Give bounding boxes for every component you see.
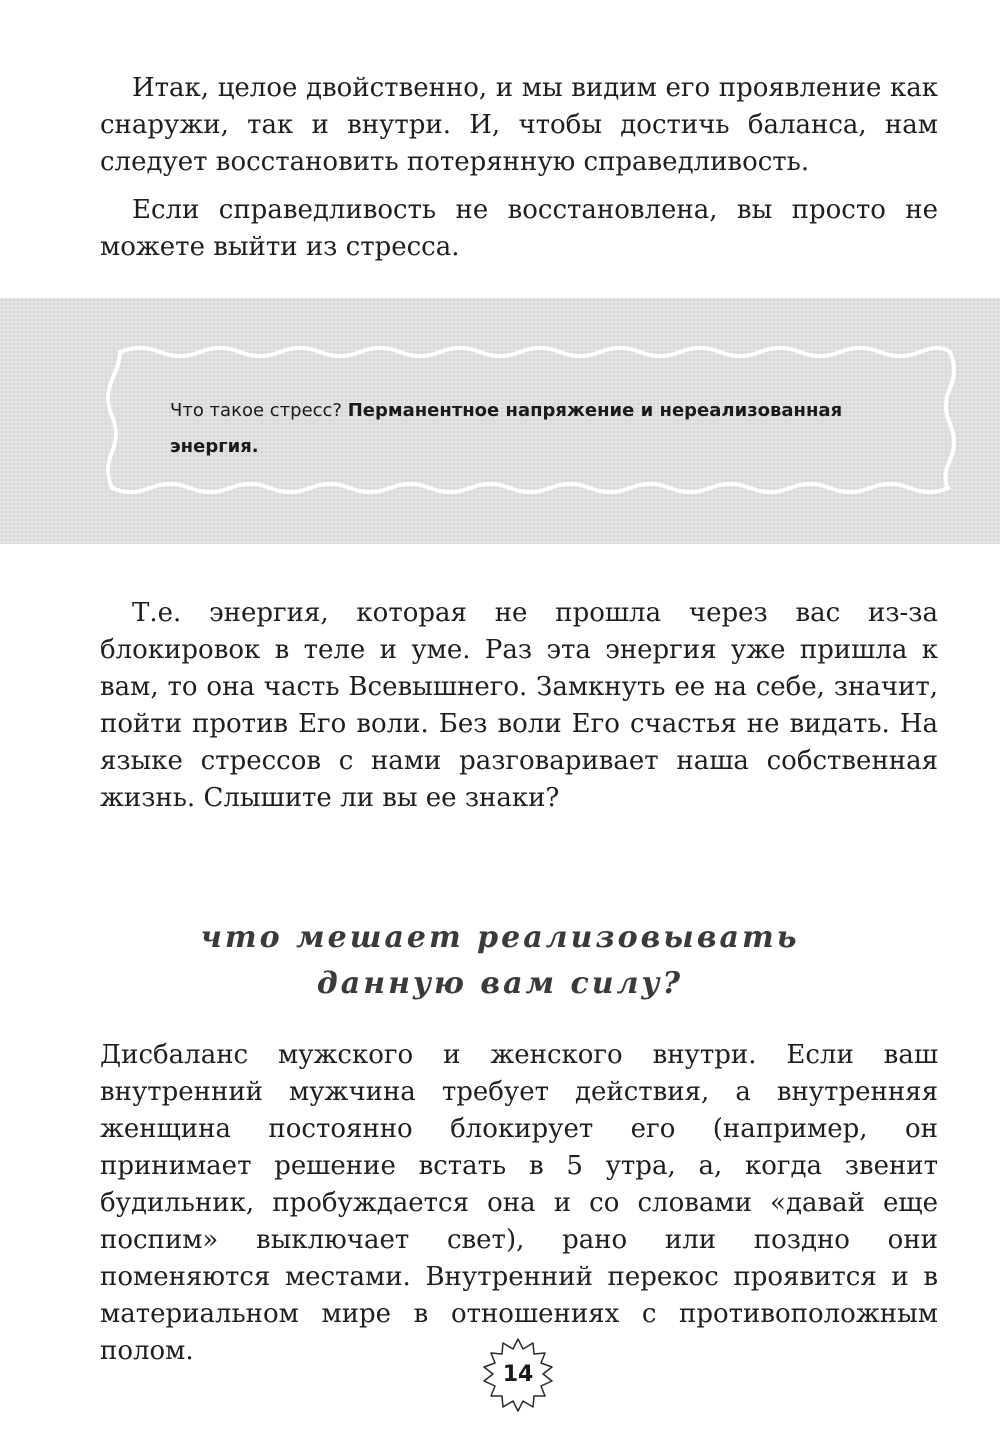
body-paragraph-4: Дисбаланс мужского и женского внутри. Если ваш внутренний мужчина требует действия, а внутренняя женщина постоянно блокирует его (например, он принимает решение встать в 5 утра, а, когда звенит будильник, пробуждается она и со словами «давай еще поспим» выключает свет), рано или поздно они поменяются местами. Внутренний перекос проявится и в материальном мире в отношениях с противоположным полом. — [100, 1040, 938, 1366]
body-paragraph-2: Если справедливость не восстановлена, вы просто не можете выйти из стресса. — [100, 195, 938, 262]
callout-question: Что такое стресс? — [170, 400, 348, 421]
body-paragraph-1: Итак, целое двойственно, и мы видим его проявление как снаружи, так и внутри. И, чтобы достичь баланса, нам следует восстановить потерянную справедливость. — [100, 73, 938, 177]
callout-text — [170, 393, 870, 465]
callout-answer: Перманентное напряжение и нереализованная энергия. — [170, 400, 843, 457]
section-title-line-2: данную вам силу? — [316, 966, 684, 1001]
body-paragraph-3: Т.е. энергия, которая не прошла через вас из-за блокировок в теле и уме. Раз эта энергия уже пришла к вам, то она часть Всевышнего. Замкнуть ее на себе, значит, пойти против Его воли. Без воли Его счастья не видать. На языке стрессов с нами разговаривает наша собственная жизнь. Слышите ли вы ее знаки? — [100, 598, 938, 813]
section-title — [0, 915, 1000, 1007]
section-title-line-1: что мешает реализовывать — [200, 920, 800, 955]
page-number: 14 — [502, 1362, 534, 1387]
